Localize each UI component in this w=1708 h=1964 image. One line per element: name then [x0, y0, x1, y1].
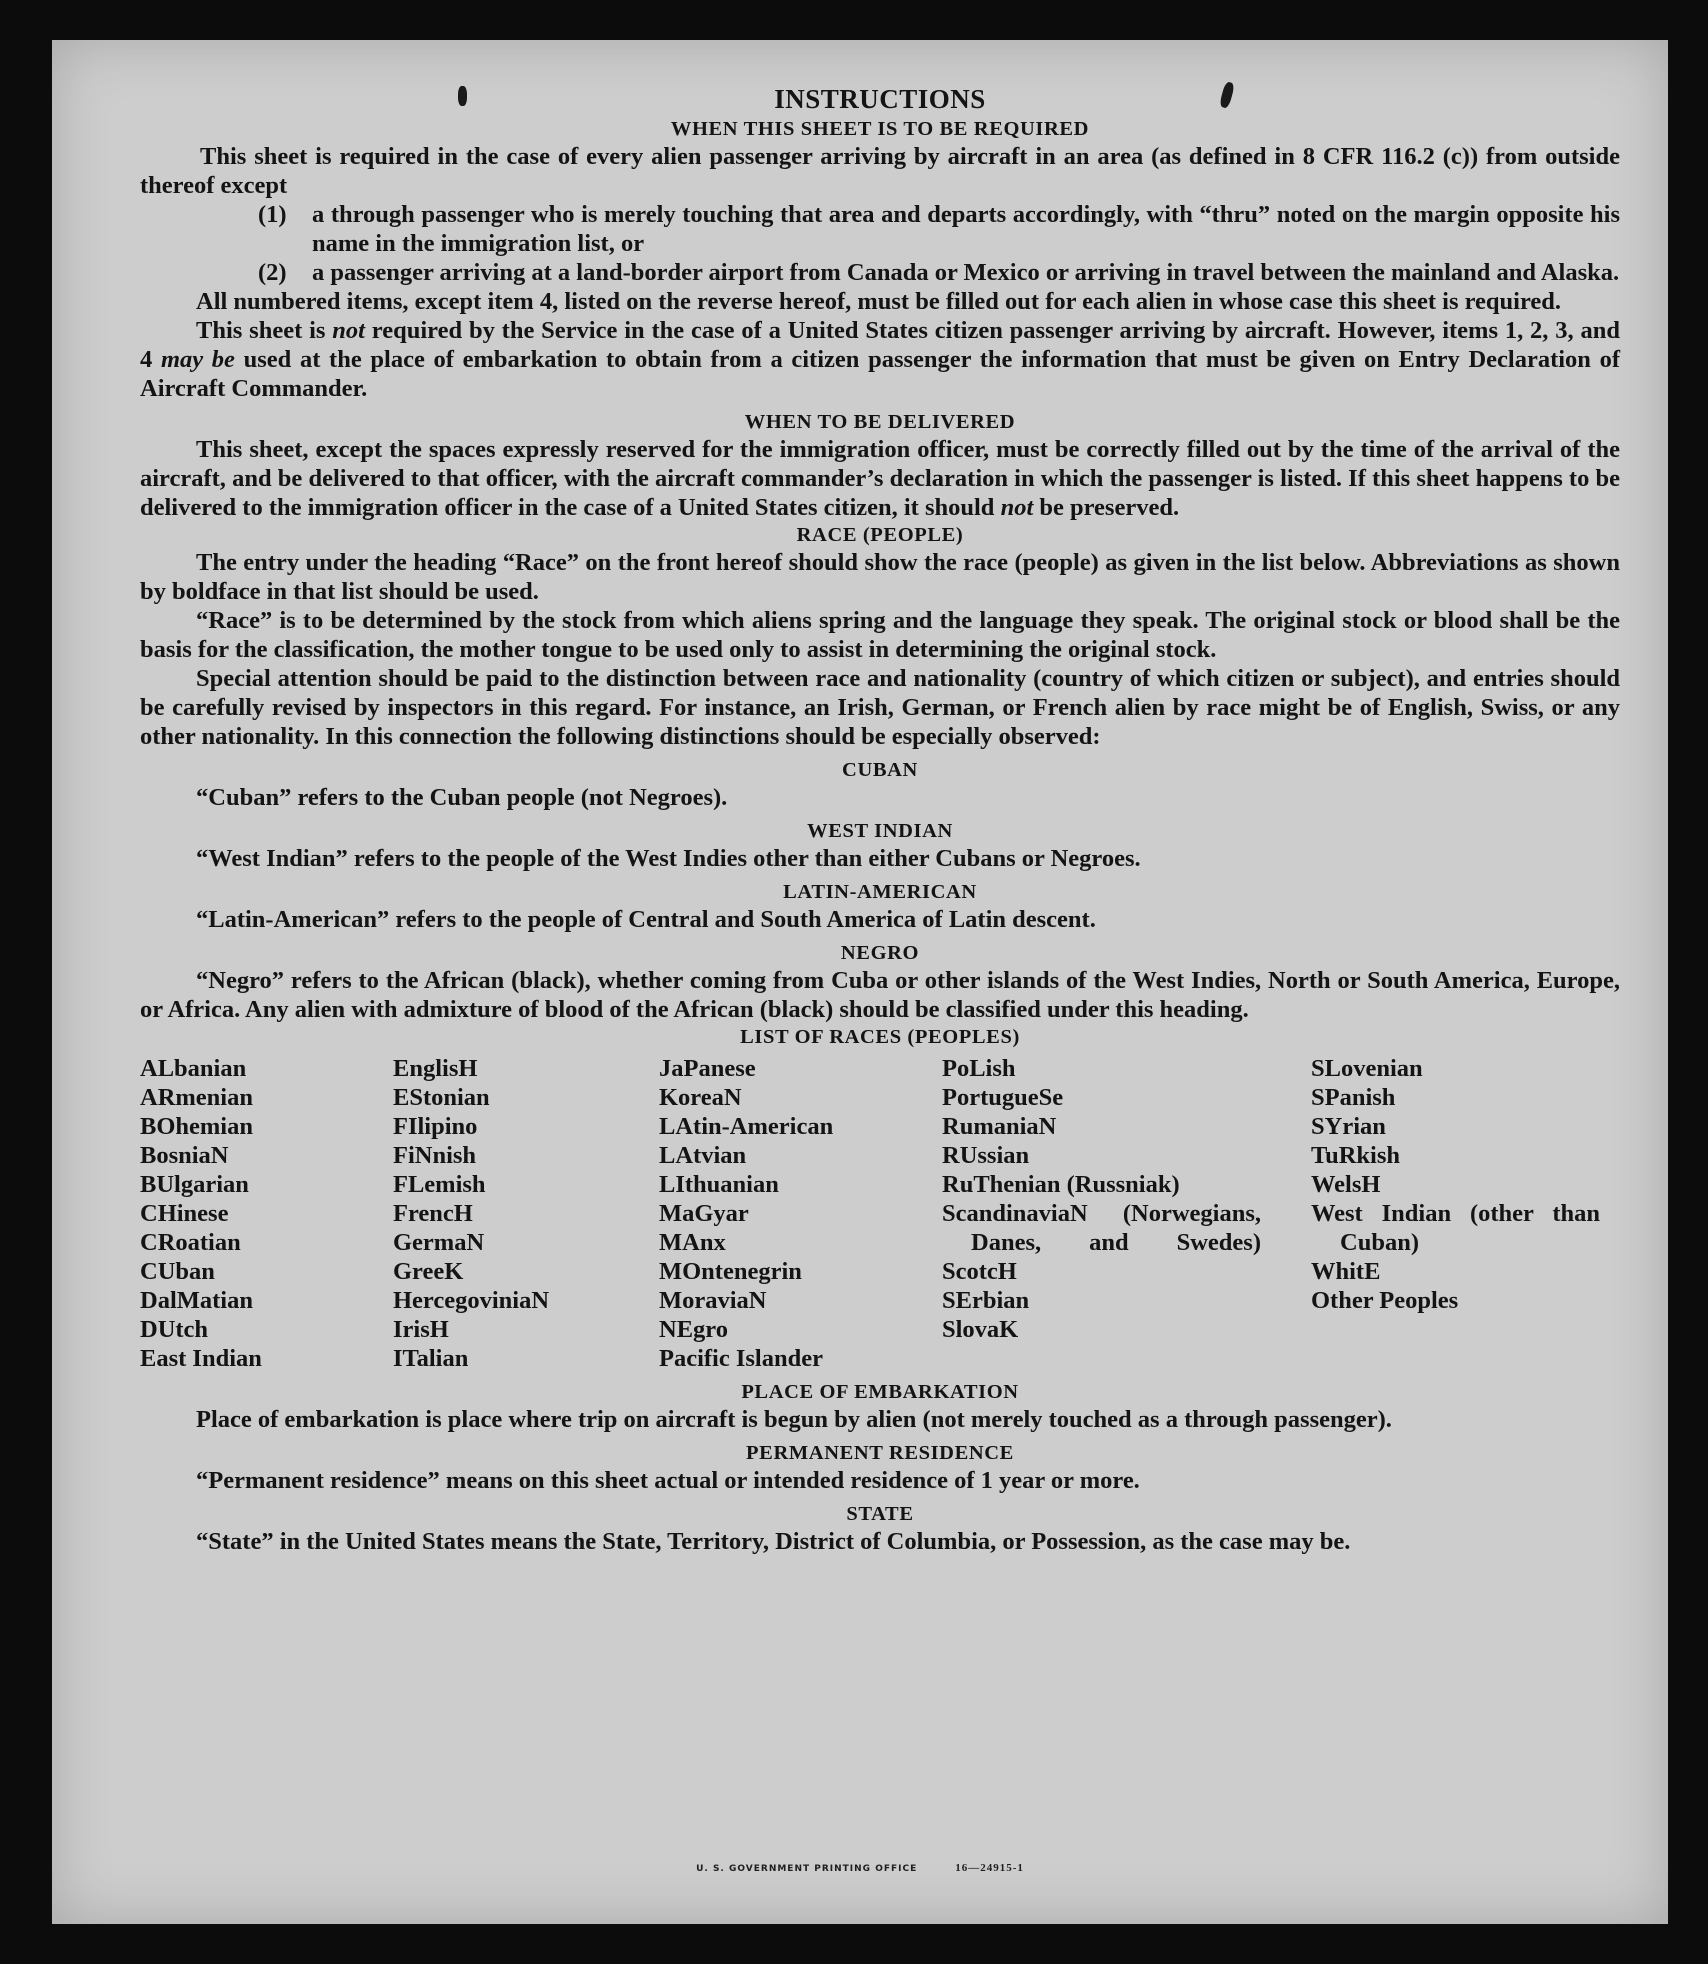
required-paragraph-2: All numbered items, except item 4, listed on the reverse hereof, must be filled out for each alien in whose case this sheet is required.	[196, 288, 1562, 315]
heading-state: STATE	[846, 1503, 914, 1525]
race-entry: MOntenegrin	[659, 1258, 802, 1285]
race-list-column-4	[942, 1054, 1311, 1373]
race-entry: MaGyar	[659, 1200, 749, 1227]
heading-race: RACE (PEOPLE)	[796, 524, 964, 546]
race-entry: TuRkish	[1311, 1142, 1401, 1169]
race-list-column-3	[659, 1054, 942, 1373]
race-entry: KoreaN	[659, 1084, 742, 1111]
emphasis-not: not	[332, 317, 365, 344]
race-list	[140, 1054, 1620, 1373]
state-paragraph: “State” in the United States means the State, Territory, District of Columbia, or Possession, as the case may be.	[196, 1528, 1351, 1555]
race-entry: WhitE	[1311, 1258, 1381, 1285]
race-entry: SPanish	[1311, 1084, 1396, 1111]
exception-item-1	[258, 200, 1620, 258]
race-entry: Pacific Islander	[659, 1345, 823, 1372]
race-entry: CRoatian	[140, 1229, 241, 1256]
race-entry: CUban	[140, 1258, 215, 1285]
race-entry: ITalian	[393, 1345, 469, 1372]
heading-delivered: WHEN TO BE DELIVERED	[744, 411, 1016, 433]
race-paragraph-1: The entry under the heading “Race” on the front hereof should show the race (people) as given in the list below. Abbreviations as shown by boldface in that list should be used.	[140, 549, 1620, 605]
exception-text: a passenger arriving at a land-border airport from Canada or Mexico or arriving in travel between the mainland and Alaska.	[312, 259, 1620, 286]
exception-number: (1)	[258, 201, 287, 228]
race-entry: PoLish	[942, 1055, 1016, 1082]
race-entry: ALbanian	[140, 1055, 247, 1082]
exception-number: (2)	[258, 259, 287, 286]
race-entry: MoraviaN	[659, 1287, 767, 1314]
race-entry: ARmenian	[140, 1084, 253, 1111]
emphasis-may-be: may be	[160, 346, 235, 373]
race-entry: West Indian (other than Cuban)	[1311, 1200, 1600, 1256]
race-entry: LAtin-American	[659, 1113, 834, 1140]
delivered-paragraph: This sheet, except the spaces expressly reserved for the immigration officer, must be correctly filled out by the time of the arrival of the aircraft, and be delivered to that officer, with the aircraft commander’s declaration in which the passenger is listed. If this sheet happens to be delivered to the immigration officer in the case of a United States citizen, it should not be preserved.	[140, 436, 1620, 521]
printer-imprint	[52, 1862, 1668, 1874]
race-entry: WelsH	[1311, 1171, 1381, 1198]
race-entry: ScotcH	[942, 1258, 1017, 1285]
race-entry: BosniaN	[140, 1142, 229, 1169]
race-entry: IrisH	[393, 1316, 449, 1343]
race-entry: EnglisH	[393, 1055, 478, 1082]
printer-office: U. S. GOVERNMENT PRINTING OFFICE	[696, 1864, 918, 1874]
heading-latin-american: LATIN-AMERICAN	[783, 881, 977, 903]
form-code: 16—24915-1	[955, 1862, 1024, 1874]
race-entry: FIlipino	[393, 1113, 478, 1140]
negro-paragraph: “Negro” refers to the African (black), whether coming from Cuba or other islands of the West Indies, North or South America, Europe, or Africa. Any alien with admixture of blood of the African (black) should be classified under this heading.	[140, 967, 1620, 1023]
race-entry: LIthuanian	[659, 1171, 779, 1198]
race-entry: EStonian	[393, 1084, 490, 1111]
race-entry: PortugueSe	[942, 1084, 1064, 1111]
race-entry: FLemish	[393, 1171, 486, 1198]
residence-paragraph: “Permanent residence” means on this sheet actual or intended residence of 1 year or more.	[196, 1467, 1140, 1494]
race-entry: JaPanese	[659, 1055, 756, 1082]
page-title: INSTRUCTIONS	[774, 84, 986, 114]
race-entry: FiNnish	[393, 1142, 477, 1169]
race-entry: RUssian	[942, 1142, 1030, 1169]
race-entry: GreeK	[393, 1258, 464, 1285]
heading-embarkation: PLACE OF EMBARKATION	[741, 1381, 1019, 1403]
race-paragraph-3: Special attention should be paid to the distinction between race and nationality (country of which citizen or subject), and entries should be carefully revised by inspectors in this regard. For instance, an Irish, German, or French alien by race might be of English, Swiss, or any other nationality. In this connection the following distinctions should be especially observed:	[140, 665, 1620, 750]
race-paragraph-2: “Race” is to be determined by the stock from which aliens spring and the language they speak. The original stock or blood shall be the basis for the classification, the mother tongue to be used only to assist in determining the original stock.	[140, 607, 1620, 663]
race-entry: DUtch	[140, 1316, 209, 1343]
race-entry: BOhemian	[140, 1113, 253, 1140]
race-list-column-5	[1311, 1054, 1600, 1373]
race-entry: East Indian	[140, 1345, 262, 1372]
latin-american-paragraph: “Latin-American” refers to the people of Central and South America of Latin descent.	[196, 906, 1096, 933]
emphasis-not: not	[1000, 494, 1034, 521]
race-entry: RumaniaN	[942, 1113, 1057, 1140]
race-entry: MAnx	[659, 1229, 726, 1256]
required-paragraph-3: This sheet is not required by the Service in the case of a United States citizen passenger arriving by aircraft. However, items 1, 2, 3, and 4 may be used at the place of embarkation to obtain from a citizen passenger the information that must be given on Entry Declaration of Aircraft Commander.	[140, 317, 1621, 402]
cuban-paragraph: “Cuban” refers to the Cuban people (not Negroes).	[196, 784, 728, 811]
race-entry: GermaN	[393, 1229, 485, 1256]
exception-item-2	[258, 258, 1620, 287]
race-entry: DalMatian	[140, 1287, 253, 1314]
race-entry: RuThenian (Russniak)	[942, 1171, 1180, 1198]
race-entry: SlovaK	[942, 1316, 1019, 1343]
instructions-content	[140, 82, 1620, 1556]
heading-negro: NEGRO	[840, 942, 920, 964]
race-entry: SLovenian	[1311, 1055, 1423, 1082]
required-intro: This sheet is required in the case of every alien passenger arriving by aircraft in an area (as defined in 8 CFR 116.2 (c)) from outside thereof except	[140, 143, 1620, 199]
race-entry: LAtvian	[659, 1142, 747, 1169]
heading-west-indian: WEST INDIAN	[807, 820, 953, 842]
west-indian-paragraph: “West Indian” refers to the people of the West Indies other than either Cubans or Negroes.	[196, 845, 1141, 872]
race-entry: CHinese	[140, 1200, 229, 1227]
race-entry: HercegoviniaN	[393, 1287, 550, 1314]
race-list-column-1	[140, 1054, 393, 1373]
heading-required: WHEN THIS SHEET IS TO BE REQUIRED	[670, 118, 1090, 140]
document-sheet	[52, 40, 1668, 1924]
exception-text: a through passenger who is merely touching that area and departs accordingly, with “thru” noted on the margin opposite his name in the immigration list, or	[312, 201, 1620, 257]
race-entry: SErbian	[942, 1287, 1030, 1314]
race-entry: NEgro	[659, 1316, 728, 1343]
race-entry: ScandinaviaN (Norwegians, Danes, and Swedes)	[942, 1200, 1261, 1256]
heading-permanent-residence: PERMANENT RESIDENCE	[746, 1442, 1014, 1464]
race-entry: SYrian	[1311, 1113, 1386, 1140]
embarkation-paragraph: Place of embarkation is place where trip on aircraft is begun by alien (not merely touched as a through passenger).	[196, 1406, 1392, 1433]
race-list-column-2	[393, 1054, 659, 1373]
race-entry: BUlgarian	[140, 1171, 249, 1198]
heading-cuban: CUBAN	[842, 759, 918, 781]
race-entry: Other Peoples	[1311, 1287, 1459, 1314]
heading-list-of-races: LIST OF RACES (PEOPLES)	[740, 1026, 1020, 1048]
race-entry: FrencH	[393, 1200, 473, 1227]
